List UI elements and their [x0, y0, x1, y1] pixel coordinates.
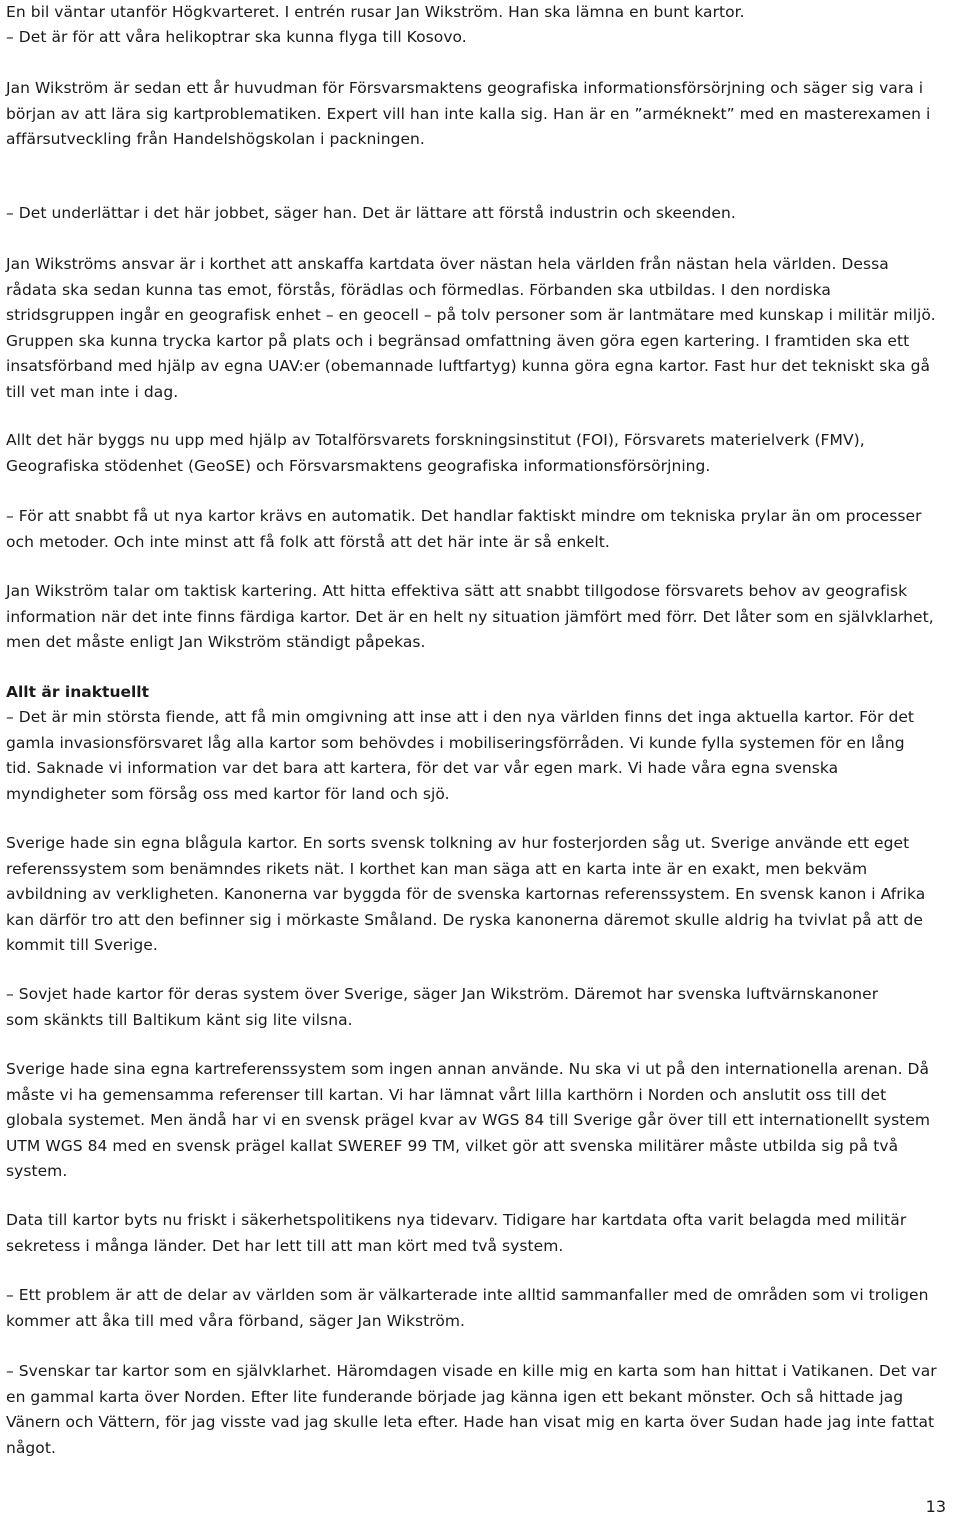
- page-number: 13: [925, 1497, 946, 1516]
- paragraph-quote-kosovo: – Det är för att våra helikoptrar ska kunna flyga till Kosovo.: [6, 28, 467, 46]
- section-heading: Allt är inaktuellt: [6, 683, 150, 701]
- paragraph-data-till-kartor: Data till kartor byts nu friskt i säkerhetspolitikens nya tidevarv. Tidigare har kartdata ofta varit belagda med militär sekretess i många länder. Det har lett till att man kört med två system.: [6, 1211, 907, 1255]
- paragraph-quote-fiende: – Det är min största fiende, att få min omgivning att inse att i den nya världen finns det inga aktuella kartor. För det gamla invasionsförsvaret låg alla kartor som behövdes i mobiliseringsförråden. Vi kunde fylla systemen för en lång tid. Saknade vi information var det bara att kartera, för det var vår egen mark. Vi hade våra egna svenska myndigheter som försåg oss med kartor för land och sjö.: [6, 708, 915, 803]
- paragraph-quote-sovjet: – Sovjet hade kartor för deras system över Sverige, säger Jan Wikström. Däremot har svenska luftvärnskanoner som skänkts till Baltikum känt sig lite vilsna.: [6, 985, 879, 1029]
- paragraph-quote-vatikanen: – Svenskar tar kartor som en självklarhet. Häromdagen visade en kille mig en karta som han hittat i Vatikanen. Det var en gammal karta över Norden. Efter lite funderande började jag känna igen ett bekant mönster. Och så hittade jag Vänern och Vättern, för jag visste vad jag skulle leta efter. Hade han visat mig en karta över Sudan hade jag inte fattat något.: [6, 1362, 937, 1457]
- paragraph-quote-underlattar: – Det underlättar i det här jobbet, säger han. Det är lättare att förstå industrin och skeenden.: [6, 204, 736, 222]
- paragraph-foi-fmv: Allt det här byggs nu upp med hjälp av Totalförsvarets forskningsinstitut (FOI), Försvarets materielverk (FMV), Geografiska stödenhet (GeoSE) och Försvarsmaktens geografiska informationsförsörjning.: [6, 431, 865, 475]
- paragraph-intro: En bil väntar utanför Högkvarteret. I entrén rusar Jan Wikström. Han ska lämna en bunt kartor.: [6, 3, 745, 21]
- paragraph-blagula-kartor: Sverige hade sin egna blågula kartor. En sorts svensk tolkning av hur fosterjorden såg ut. Sverige använde ett eget referenssystem som benämndes rikets nät. I korthet kan man säga att en karta inte är en exakt, men bekväm avbildning av verkligheten. Kanonerna var byggda för de svenska kartornas referenssystem. En svensk kanon i Afrika kan därför tro att den befinner sig i mörkaste Småland. De ryska kanonerna däremot skulle aldrig ha tvivlat på att de kommit till Sverige.: [6, 834, 926, 954]
- paragraph-kartreferenssystem: Sverige hade sina egna kartreferenssystem som ingen annan använde. Nu ska vi ut på den internationella arenan. Då måste vi ha gemensamma referenser till kartan. Vi har lämnat vårt lilla karthörn i Norden och anslutit oss till det globala systemet. Men ändå har vi en svensk prägel kvar av WGS 84 till Sverige går över till ett internationellt system UTM WGS 84 med en svensk prägel kallat SWEREF 99 TM, vilket gör att svenska militärer måste utbilda sig på två system.: [6, 1060, 931, 1180]
- paragraph-ansvar: Jan Wikströms ansvar är i korthet att anskaffa kartdata över nästan hela världen från nästan hela världen. Dessa rådata ska sedan kunna tas emot, förstås, förädlas och förmedlas. Förbanden ska utbildas. I den nordiska stridsgruppen ingår en geografisk enhet – en geocell – på tolv personer som är lantmätare med kunskap i militär miljö. Gruppen ska kunna trycka kartor på plats och i begränsad omfattning även göra egen kartering. I framtiden ska ett insatsförband med hjälp av egna UAV:er (obemannade luftfartyg) kunna göra egna kartor. Fast hur det tekniskt ska gå till vet man inte i dag.: [6, 255, 936, 401]
- paragraph-quote-automatik: – För att snabbt få ut nya kartor krävs en automatik. Det handlar faktiskt mindre om tekniska prylar än om processer och metoder. Och inte minst att få folk att förstå att det här inte är så enkelt.: [6, 507, 922, 551]
- paragraph-jan-wikstrom-intro: Jan Wikström är sedan ett år huvudman för Försvarsmaktens geografiska informationsförsörjning och säger sig vara i början av att lära sig kartproblematiken. Expert vill han inte kalla sig. Han är en ”arméknekt” med en masterexamen i affärsutveckling från Handelshögskolan i packningen.: [6, 79, 931, 148]
- paragraph-taktisk-kartering: Jan Wikström talar om taktisk kartering. Att hitta effektiva sätt att snabbt tillgodose försvarets behov av geografisk information när det inte finns färdiga kartor. Det är en helt ny situation jämfört med förr. Det låter som en självklarhet, men det måste enligt Jan Wikström ständigt påpekas.: [6, 582, 934, 651]
- paragraph-quote-problem: – Ett problem är att de delar av världen som är välkarterade inte alltid sammanfaller med de områden som vi troligen kommer att åka till med våra förband, säger Jan Wikström.: [6, 1286, 929, 1330]
